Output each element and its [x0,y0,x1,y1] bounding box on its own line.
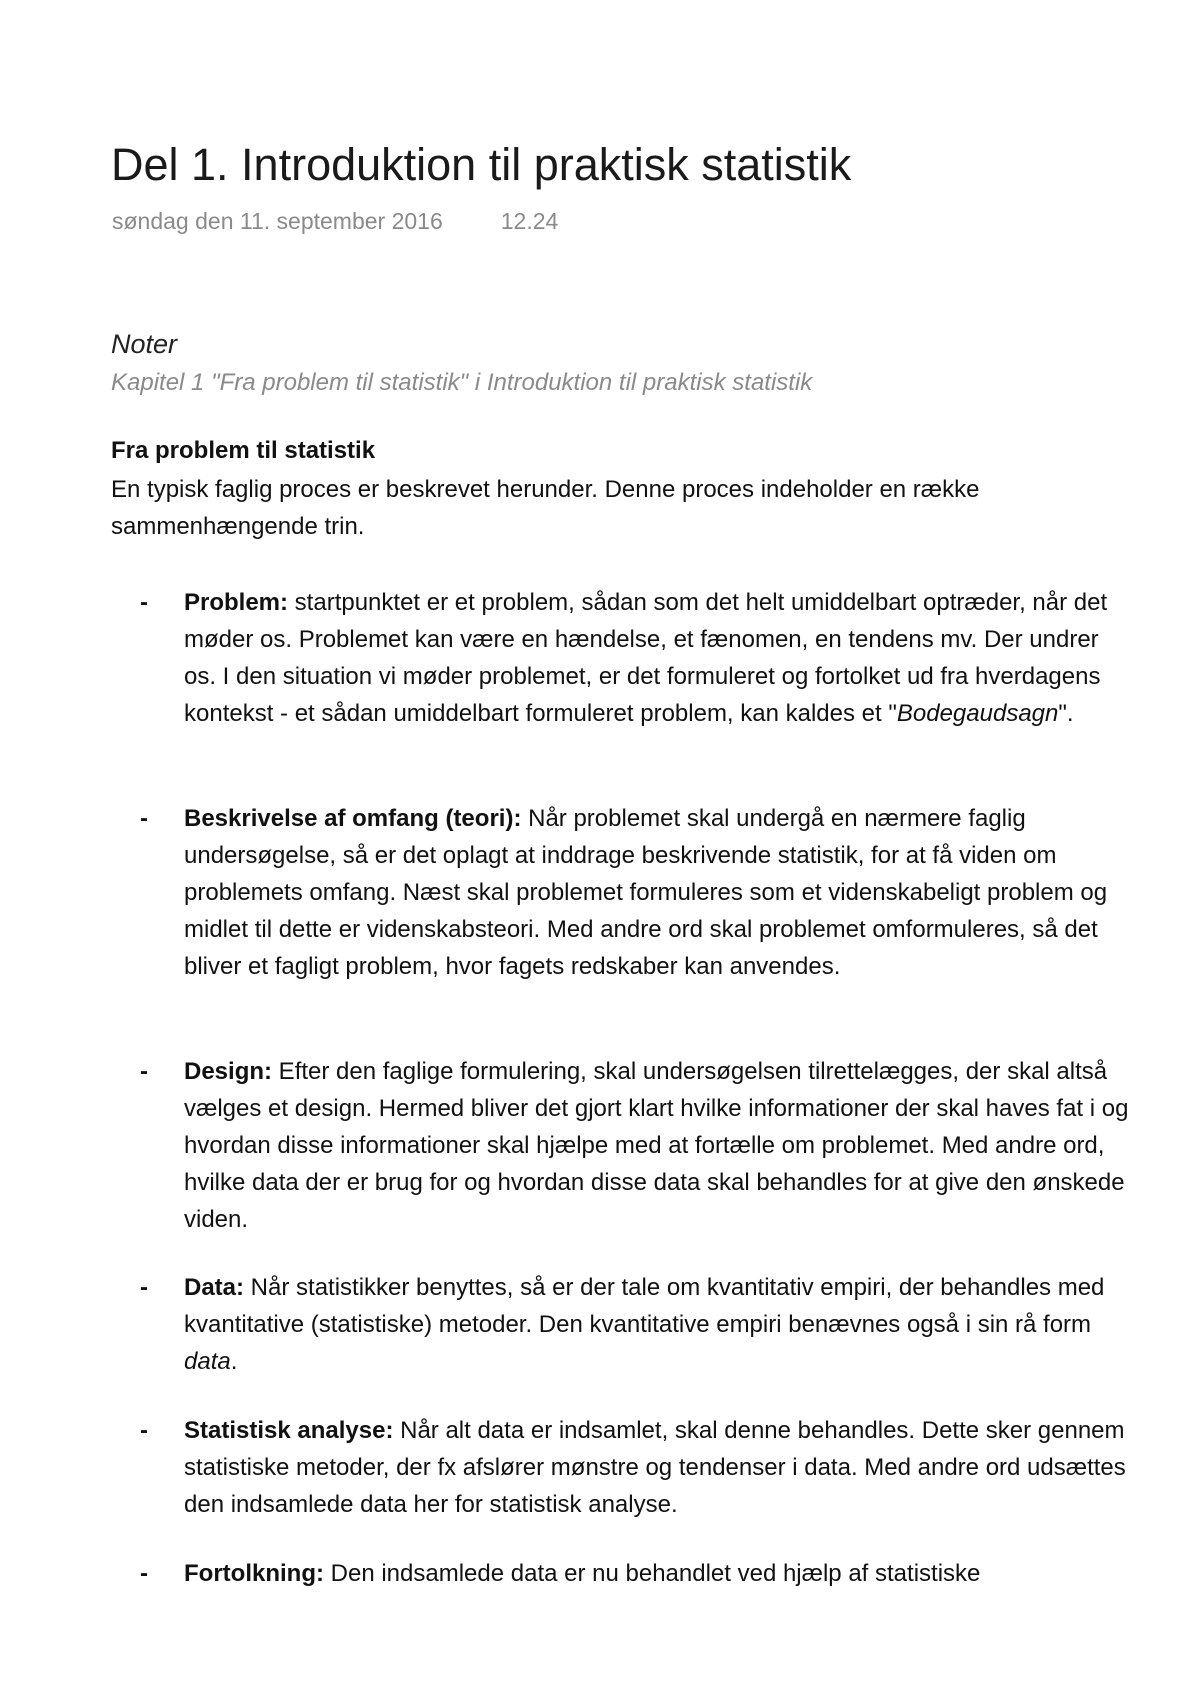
step-description: Efter den faglige formulering, skal undersøgelsen tilrettelægges, der skal altså vælges et design. Hermed bliver det gjort klart hvilke informationer der skal haves fat i og hvordan disse informationer skal hjælpe med at fortælle om problemet. Med andre ord, hvilke data der er brug for og hvordan disse data skal behandles for at give den ønskede viden. [184,1058,1129,1233]
step-emphasis: Bodegaudsagn [896,700,1059,727]
notes-subheading: Kapitel 1 "Fra problem til statistik" i Introduktion til praktisk statistik [111,369,813,396]
step-term: Data: [184,1274,245,1301]
step-description-end: ". [1058,700,1074,727]
list-bullet: - [140,589,148,616]
step-term: Beskrivelse af omfang (teori): [184,805,522,832]
list-bullet: - [140,1274,148,1301]
step-description: startpunktet er et problem, sådan som det helt umiddelbart optræder, når det møder os. Problemet kan være en hændelse, et fænomen, en tendens mv. Der undrer os. I den situation vi møder problemet, er det formuleret og fortolket ud fra hverdagens kontekst - et sådan umiddelbart formuleret problem, kan kaldes et " [184,589,1108,727]
list-item-text [184,584,1134,732]
step-description: Når problemet skal undergå en nærmere faglig undersøgelse, så er det oplagt at inddrage beskrivende statistik, for at få viden om problemets omfang. Næst skal problemet formuleres som et videnskabeligt problem og midlet til dette er videnskabsteori. Med andre ord skal problemet omformuleres, så det bliver et fagligt problem, hvor fagets redskaber kan anvendes. [184,805,1108,980]
list-item-text [184,1412,1134,1523]
step-description: Den indsamlede data er nu behandlet ved hjælp af statistiske [323,1560,981,1587]
list-item-text [184,1053,1134,1238]
list-item-text [184,1555,1134,1592]
list-bullet: - [140,1560,148,1587]
page-time: 12.24 [500,208,559,234]
list-item-text [184,800,1134,985]
step-description: Når alt data er indsamlet, skal denne behandles. Dette sker gennem statistiske metoder, der fx afslører mønstre og tendenser i data. Med andre ord udsættes den indsamlede data her for statistisk analyse. [184,1417,1126,1518]
step-emphasis: data [184,1348,231,1375]
page-date: søndag den 11. september 2016 [112,208,443,234]
step-term: Fortolkning: [184,1560,324,1587]
notes-heading: Noter [111,329,178,359]
step-term: Problem: [184,589,289,616]
step-term: Statistisk analyse: [184,1417,394,1444]
section-intro: En typisk faglig proces er beskrevet herunder. Denne proces indeholder en række sammenhængende trin. [111,476,980,540]
step-description-end: . [230,1348,238,1375]
section-heading: Fra problem til statistik [111,437,376,464]
list-bullet: - [140,1417,148,1444]
list-item-text [184,1269,1134,1380]
step-term: Design: [184,1058,273,1085]
page-title: Del 1. Introduktion til praktisk statistik [111,139,852,190]
list-bullet: - [140,805,148,832]
list-bullet: - [140,1058,148,1085]
step-description: Når statistikker benyttes, så er der tale om kvantitativ empiri, der behandles med kvantitative (statistiske) metoder. Den kvantitative empiri benævnes også i sin rå form [184,1274,1105,1338]
